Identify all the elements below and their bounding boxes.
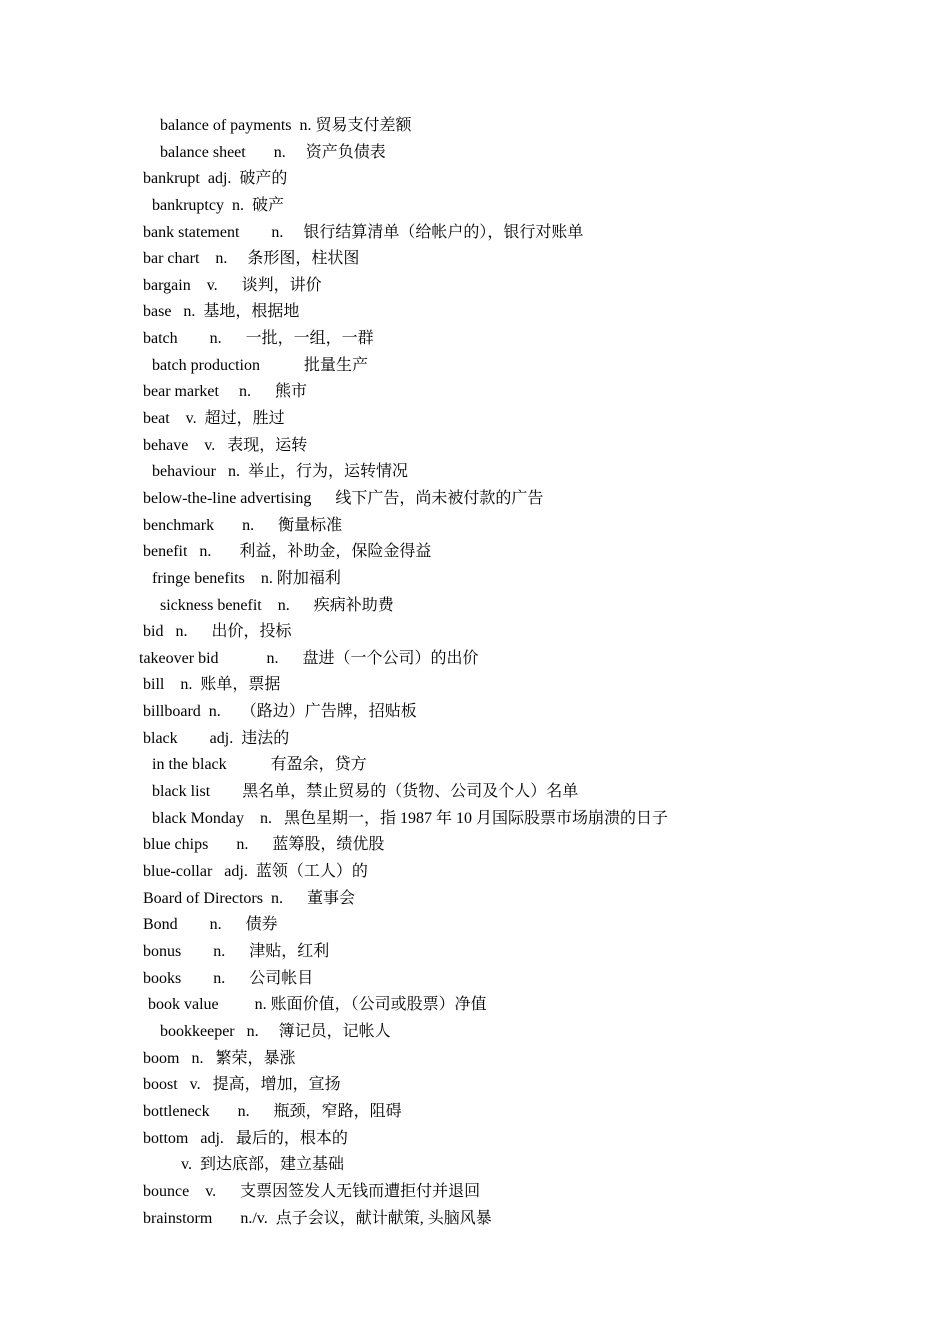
entry-line: boom n. 繁荣，暴涨 (143, 1050, 296, 1067)
entry-line: Board of Directors n. 董事会 (143, 890, 355, 907)
entry-line: book value n. 账面价值，（公司或股票）净值 (148, 996, 487, 1013)
entry-line: v. 到达底部，建立基础 (181, 1156, 344, 1173)
entry-line: bill n. 账单，票据 (143, 676, 281, 693)
entry-line: batch n. 一批，一组，一群 (143, 330, 374, 347)
entry-line: bargain v. 谈判，讲价 (143, 277, 322, 294)
entry-line: bottom adj. 最后的，根本的 (143, 1130, 348, 1147)
entry-line: black adj. 违法的 (143, 730, 290, 747)
entry-line: blue chips n. 蓝筹股，绩优股 (143, 836, 385, 853)
entry-line: bear market n. 熊市 (143, 383, 307, 400)
entry-line: bottleneck n. 瓶颈，窄路，阻碍 (143, 1103, 402, 1120)
entry-line: benefit n. 利益，补助金，保险金得益 (143, 543, 432, 560)
entry-line: bar chart n. 条形图，柱状图 (143, 250, 360, 267)
entry-line: balance of payments n. 贸易支付差额 (160, 117, 412, 134)
entry-line: black list 黑名单，禁止贸易的（货物、公司及个人）名单 (152, 783, 579, 800)
entry-line: balance sheet n. 资产负债表 (160, 144, 386, 161)
entry-line: batch production 批量生产 (152, 357, 368, 374)
entry-line: bookkeeper n. 簿记员，记帐人 (160, 1023, 391, 1040)
entry-line: bounce v. 支票因签发人无钱而遭拒付并退回 (143, 1183, 481, 1200)
entry-line: benchmark n. 衡量标准 (143, 517, 343, 534)
entry-line: below-the-line advertising 线下广告，尚未被付款的广告 (143, 490, 544, 507)
entry-line: boost v. 提高，增加，宣扬 (143, 1076, 341, 1093)
entry-line: black Monday n. 黑色星期一，指 1987 年 10 月国际股票市场崩溃的日子 (152, 810, 668, 827)
entry-line: fringe benefits n. 附加福利 (152, 570, 341, 587)
entry-line: blue-collar adj. 蓝领（工人）的 (143, 863, 368, 880)
entry-line: bankrupt adj. 破产的 (143, 170, 288, 187)
entry-line: books n. 公司帐目 (143, 970, 314, 987)
entry-line: behave v. 表现，运转 (143, 437, 308, 454)
entry-line: beat v. 超过，胜过 (143, 410, 285, 427)
entry-line: base n. 基地，根据地 (143, 303, 300, 320)
entry-line: takeover bid n. 盘进（一个公司）的出价 (139, 650, 479, 667)
entry-line: bankruptcy n. 破产 (152, 197, 284, 214)
entry-line: bid n. 出价，投标 (143, 623, 292, 640)
entry-line: sickness benefit n. 疾病补助费 (160, 597, 394, 614)
entry-line: Bond n. 债券 (143, 916, 278, 933)
entry-line: brainstorm n./v. 点子会议，献计献策, 头脑风暴 (143, 1210, 492, 1227)
entry-line: bank statement n. 银行结算清单（给帐户的），银行对账单 (143, 224, 584, 241)
entry-line: in the black 有盈余，贷方 (152, 756, 367, 773)
entry-line: bonus n. 津贴，红利 (143, 943, 330, 960)
entry-line: billboard n. （路边）广告牌，招贴板 (143, 703, 417, 720)
entry-line: behaviour n. 举止，行为，运转情况 (152, 463, 408, 480)
